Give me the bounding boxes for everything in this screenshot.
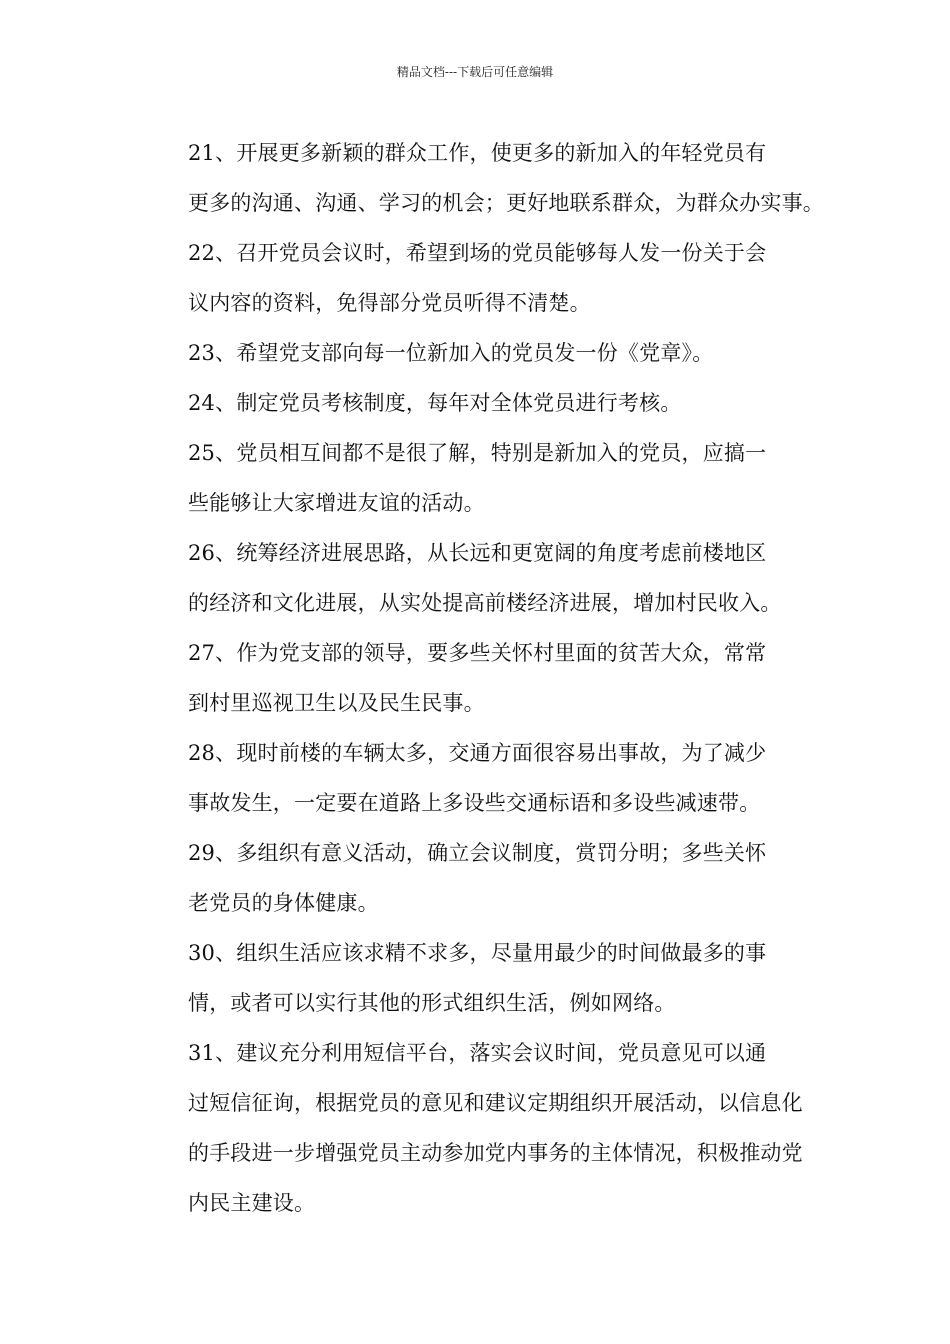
paragraph-line: 议内容的资料，免得部分党员听得不清楚。 [188, 291, 591, 315]
paragraph-line: 26、统筹经济进展思路，从长远和更宽阔的角度考虑前楼地区 [188, 541, 767, 565]
paragraph-line: 31、建议充分利用短信平台，落实会议时间，党员意见可以通 [188, 1041, 767, 1065]
paragraph-21 [146, 128, 824, 228]
paragraph-line: 22、召开党员会议时，希望到场的党员能够每人发一份关于会 [188, 241, 767, 265]
paragraph-29 [146, 828, 811, 928]
paragraph-25 [146, 428, 811, 528]
paragraph-line: 些能够让大家增进友谊的活动。 [188, 491, 485, 515]
paragraph-line: 内民主建设。 [188, 1191, 316, 1215]
paragraph-line: 30、组织生活应该求精不求多，尽量用最少的时间做最多的事 [188, 941, 767, 965]
paragraph-26 [146, 528, 811, 628]
paragraph-24 [146, 378, 811, 428]
paragraph-30 [146, 928, 811, 1028]
paragraph-line: 更多的沟通、沟通、学习的机会；更好地联系群众，为群众办实事。 [188, 191, 824, 215]
paragraph-22 [146, 228, 811, 328]
paragraph-28 [146, 728, 811, 828]
paragraph-line: 老党员的身体健康。 [188, 891, 379, 915]
page-header: 精品文档---下载后可任意编辑 [396, 65, 554, 79]
paragraph-line: 27、作为党支部的领导，要多些关怀村里面的贫苦大众，常常 [188, 641, 767, 665]
paragraph-line: 24、制定党员考核制度，每年对全体党员进行考核。 [188, 391, 682, 415]
paragraph-line: 23、希望党支部向每一位新加入的党员发一份《党章》。 [188, 341, 714, 365]
paragraph-line: 到村里巡视卫生以及民生民事。 [188, 691, 485, 715]
paragraph-line: 21、开展更多新颖的群众工作，使更多的新加入的年轻党员有 [188, 141, 767, 165]
document-body [146, 128, 824, 1228]
paragraph-23 [146, 328, 811, 378]
paragraph-line: 的经济和文化进展，从实处提高前楼经济进展，增加村民收入。 [188, 591, 782, 615]
paragraph-line: 情，或者可以实行其他的形式组织生活，例如网络。 [188, 991, 676, 1015]
paragraph-line: 25、党员相互间都不是很了解，特别是新加入的党员，应搞一 [188, 441, 767, 465]
paragraph-27 [146, 628, 811, 728]
paragraph-line: 29、多组织有意义活动，确立会议制度，赏罚分明；多些关怀 [188, 841, 767, 865]
paragraph-line: 28、现时前楼的车辆太多，交通方面很容易出事故，为了减少 [188, 741, 767, 765]
paragraph-line: 事故发生，一定要在道路上多设些交通标语和多设些减速带。 [188, 791, 761, 815]
paragraph-line: 过短信征询，根据党员的意见和建议定期组织开展活动，以信息化 [188, 1091, 803, 1115]
paragraph-line: 的手段进一步增强党员主动参加党内事务的主体情况，积极推动党 [188, 1141, 803, 1165]
paragraph-31 [146, 1028, 811, 1228]
